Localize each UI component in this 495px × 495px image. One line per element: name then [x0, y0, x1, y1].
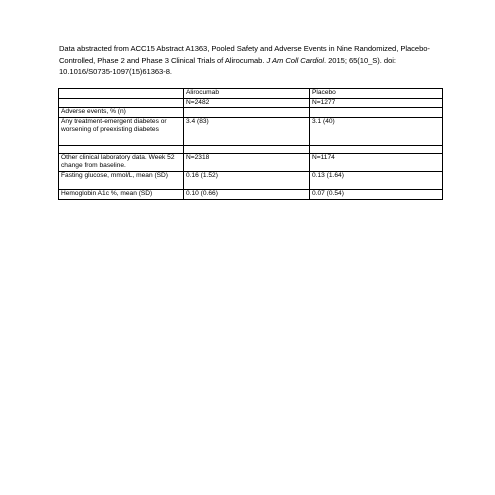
- row-label: Other clinical laboratory data. Week 52 change from baseline.: [59, 153, 184, 171]
- table-row: [59, 189, 443, 199]
- header-empty-cell: [59, 89, 184, 99]
- table-header-row: [59, 89, 443, 99]
- table-row: [59, 117, 443, 145]
- row-label: Adverse events, % (n): [59, 108, 184, 118]
- row-label: Any treatment-emergent diabetes or worsening of preexisting diabetes: [59, 117, 184, 145]
- table-row: [59, 171, 443, 189]
- placebo-cell: [310, 145, 443, 153]
- placebo-cell: N=1174: [310, 153, 443, 171]
- table-row: [59, 98, 443, 108]
- citation-text: Data abstracted from ACC15 Abstract A1363, Pooled Safety and Adverse Events in Nine Randomized, Placebo-Controlled, Phase 2 and Phase 3 Clinical Trials of Alirocumab.: [59, 44, 430, 65]
- journal-name: J Am Coll Cardiol: [266, 55, 325, 65]
- row-label: Fasting glucose, mmol/L, mean (SD): [59, 171, 184, 189]
- alirocumab-cell: 0.10 (0.66): [184, 189, 310, 199]
- alirocumab-cell: N=2482: [184, 98, 310, 108]
- table-row: [59, 145, 443, 153]
- alirocumab-cell: [184, 108, 310, 118]
- header-placebo: Placebo: [310, 89, 443, 99]
- row-label: [59, 145, 184, 153]
- alirocumab-cell: 0.16 (1.52): [184, 171, 310, 189]
- citation-paragraph: [59, 43, 441, 78]
- row-label: Hemoglobin A1c %, mean (SD): [59, 189, 184, 199]
- placebo-cell: 0.07 (0.54): [310, 189, 443, 199]
- placebo-cell: N=1277: [310, 98, 443, 108]
- row-label: [59, 98, 184, 108]
- table-row: [59, 153, 443, 171]
- alirocumab-cell: N=2318: [184, 153, 310, 171]
- header-alirocumab: Alirocumab: [184, 89, 310, 99]
- placebo-cell: [310, 108, 443, 118]
- table-row: [59, 108, 443, 118]
- citation-details: . 2015; 65(10_S). doi: 10.1016/S0735-1097(15)61363-8.: [59, 55, 396, 77]
- alirocumab-cell: 3.4 (83): [184, 117, 310, 145]
- placebo-cell: 3.1 (40): [310, 117, 443, 145]
- results-table: [58, 88, 443, 200]
- placebo-cell: 0.13 (1.64): [310, 171, 443, 189]
- alirocumab-cell: [184, 145, 310, 153]
